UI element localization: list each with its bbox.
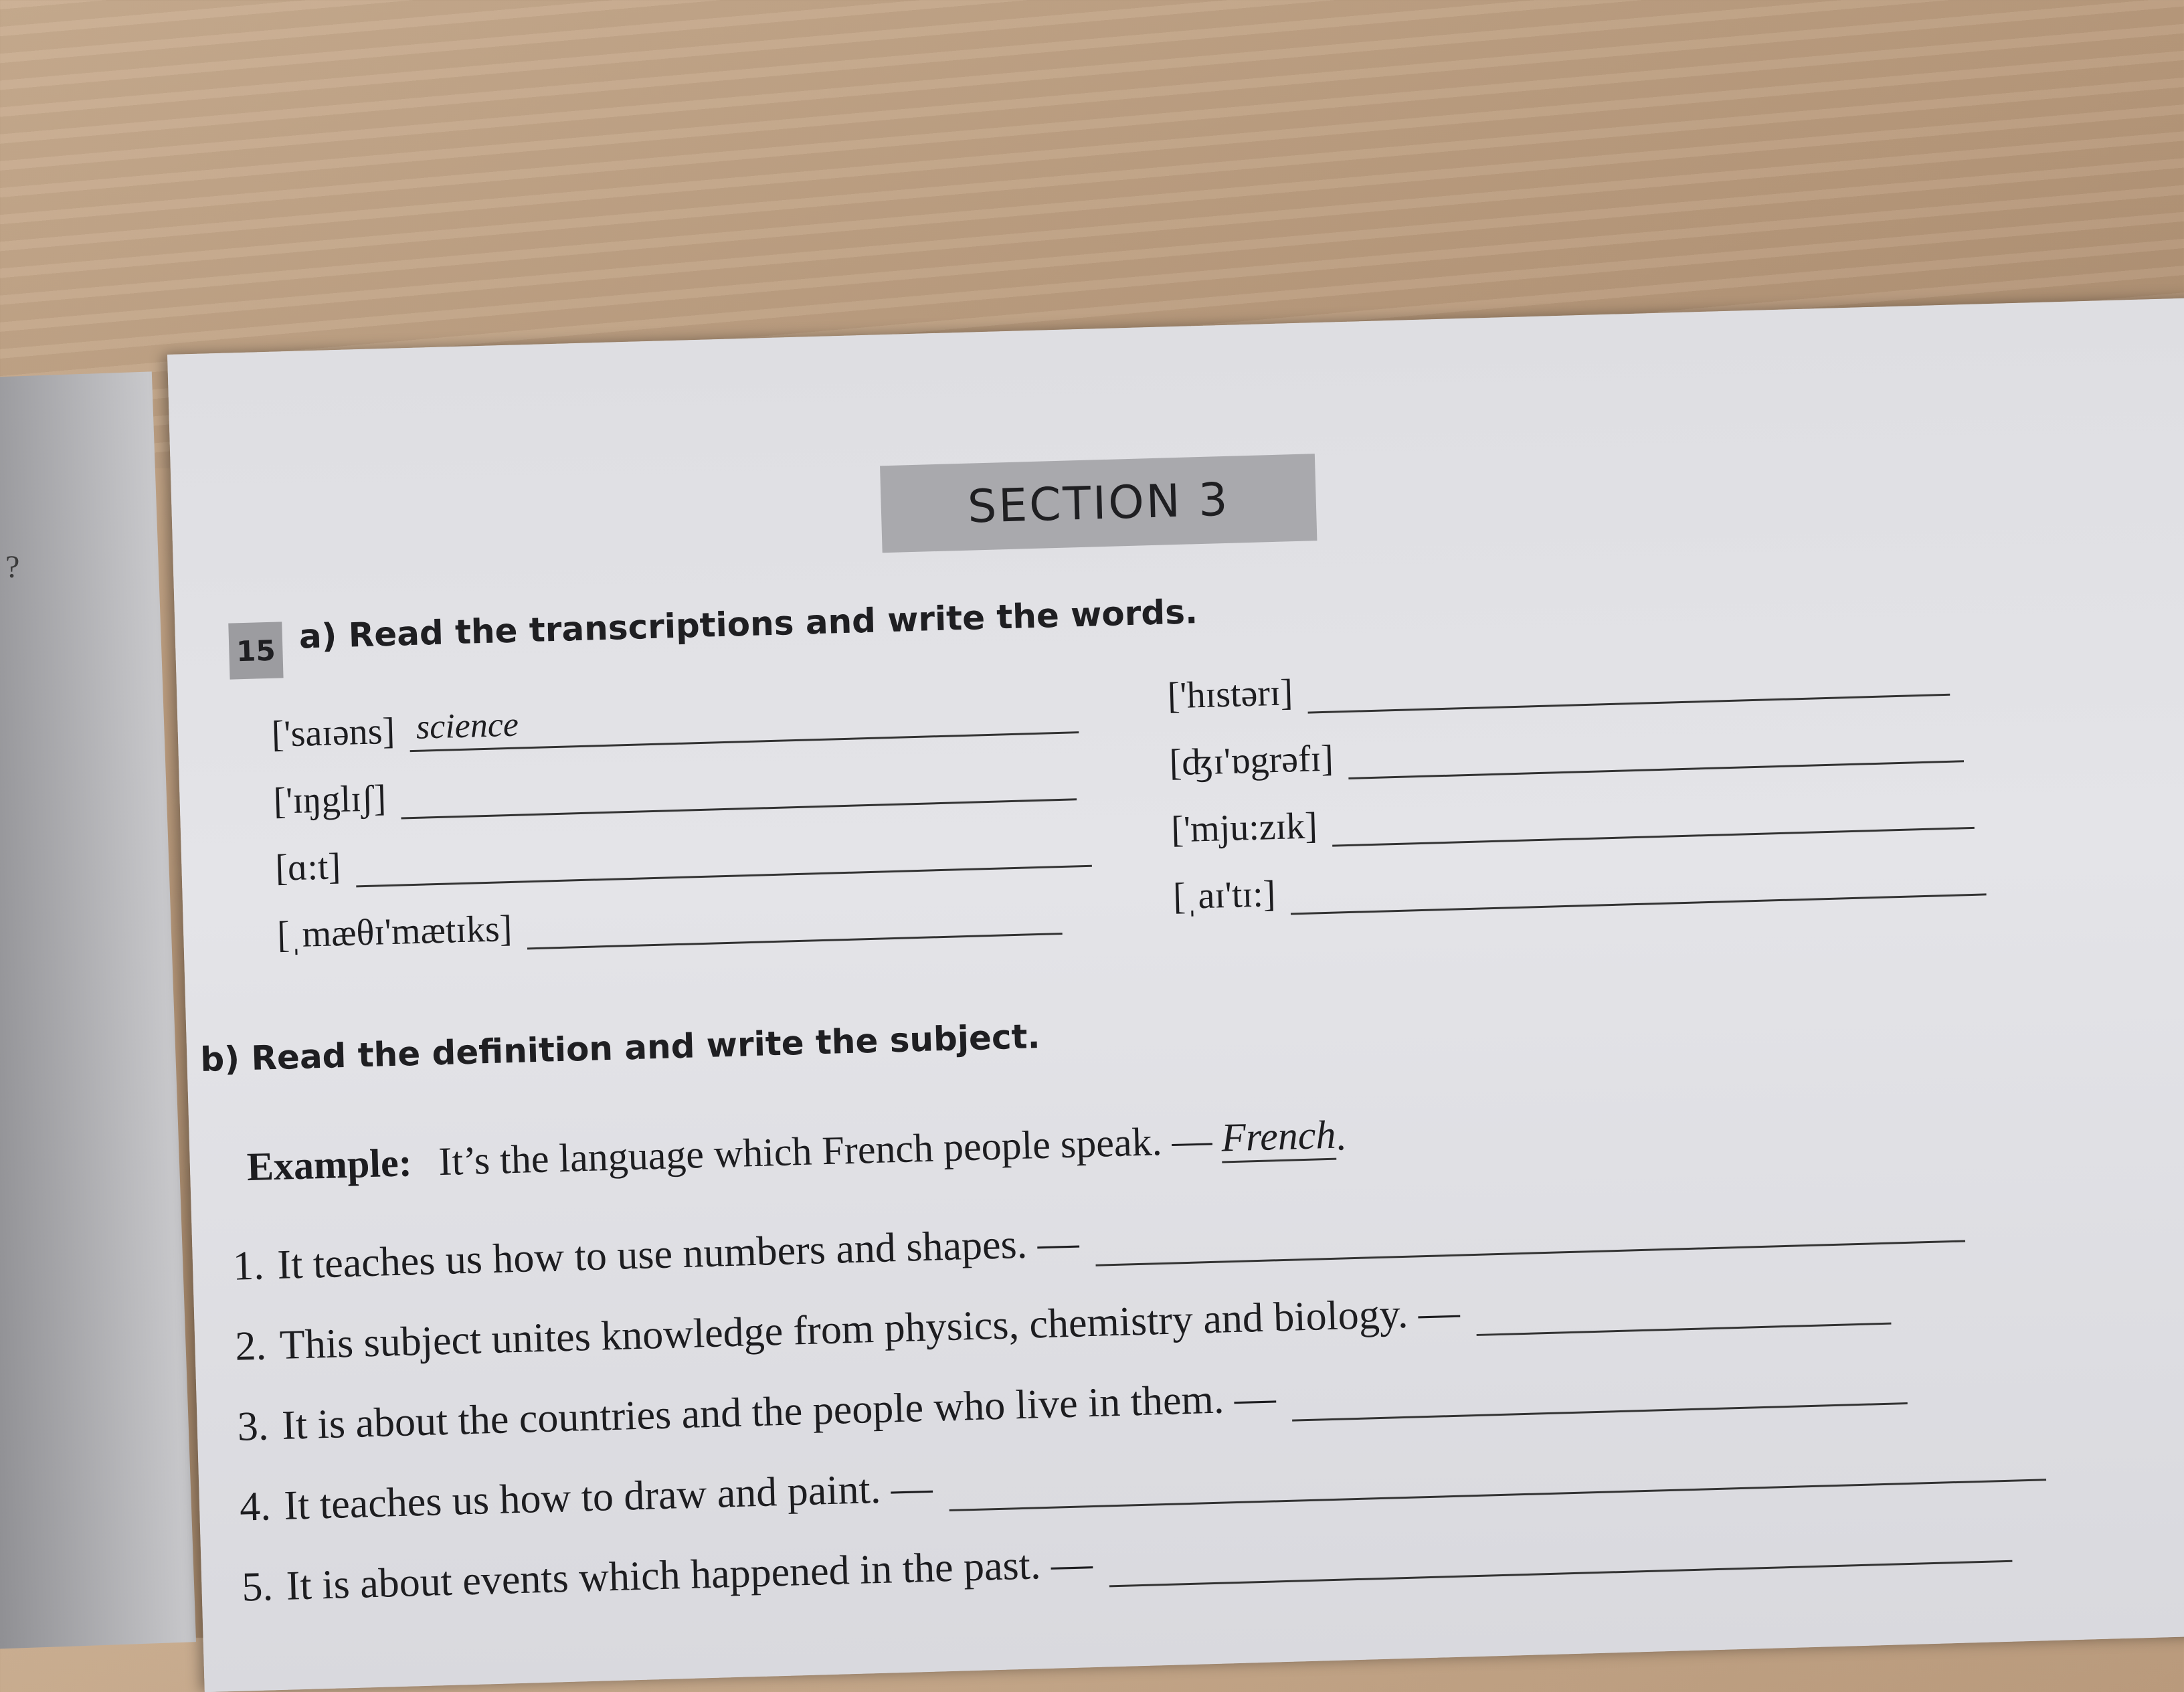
part-b-title: b) Read the definition and write the subject. — [199, 1016, 1041, 1080]
definition-row — [239, 1433, 2046, 1531]
transcription: [ɑ:t] — [274, 846, 342, 889]
exercise-number: 15 — [228, 622, 283, 679]
answer-line[interactable] — [948, 1438, 2046, 1511]
definition-text: It is about the countries and the people who live in them. — — [281, 1375, 1277, 1448]
transcription: [ˌmæθɪ'mætɪks] — [276, 907, 513, 956]
definition-text: It teaches us how to draw and paint. — — [283, 1465, 933, 1529]
example-label: Example: — [246, 1140, 413, 1190]
transcription-row — [1167, 653, 1950, 718]
example-answer: French — [1220, 1112, 1336, 1163]
example-end: . — [1335, 1114, 1347, 1159]
example-text: It’s the language which French people speak. — — [438, 1117, 1213, 1184]
answer-line[interactable] — [400, 761, 1077, 819]
transcription-row — [273, 757, 1077, 822]
transcription-row — [275, 824, 1092, 890]
page-content — [167, 298, 2184, 1692]
answer-line[interactable] — [1348, 723, 1964, 779]
definition-number: 4. — [239, 1483, 272, 1530]
definition-row — [242, 1515, 2013, 1612]
answer-line[interactable] — [1291, 1362, 1908, 1422]
left-page-mark: ? — [5, 549, 20, 585]
left-page — [0, 371, 196, 1649]
answer-line[interactable] — [1095, 1200, 1965, 1266]
transcription: ['mju:zɪk] — [1170, 805, 1318, 851]
transcription-row — [271, 690, 1079, 756]
answer-line[interactable] — [527, 895, 1063, 949]
transcription: [ˌaɪ'tɪ:] — [1172, 873, 1277, 918]
definition-row — [232, 1195, 1965, 1291]
answer-line[interactable] — [1307, 656, 1950, 714]
part-a-title: a) Read the transcriptions and write the words. — [298, 592, 1198, 656]
transcription: [ʤɪ'ɒgrəfɪ] — [1168, 737, 1334, 784]
transcription-row — [1171, 786, 1975, 851]
section-header — [880, 454, 1317, 553]
answer-line[interactable] — [1332, 789, 1975, 847]
definition-row — [237, 1357, 1908, 1451]
example-row — [246, 1111, 1346, 1190]
definition-text: It teaches us how to use numbers and shapes. — — [276, 1220, 1080, 1288]
workbook-page — [167, 298, 2184, 1692]
transcription: ['saɪəns] — [271, 710, 395, 755]
definition-text: It is about events which happened in the past. — — [286, 1541, 1093, 1609]
section-title: SECTION 3 — [966, 473, 1231, 534]
transcription: ['hɪstərɪ] — [1166, 672, 1293, 717]
transcription-row — [1169, 719, 1965, 784]
transcription-row — [1172, 852, 1986, 918]
answer-line[interactable] — [1290, 856, 1987, 915]
definition-number: 1. — [232, 1242, 265, 1289]
transcription-row — [276, 892, 1062, 957]
definition-number: 3. — [236, 1403, 270, 1450]
answer-line[interactable] — [1108, 1520, 2012, 1588]
transcription: ['ɪŋglɪʃ] — [272, 777, 387, 822]
answer-text: science — [416, 705, 519, 747]
answer-line[interactable] — [355, 828, 1091, 888]
definition-text: This subject unites knowledge from physics, chemistry and biology. — — [278, 1289, 1461, 1368]
definition-number: 5. — [241, 1564, 274, 1610]
answer-line[interactable] — [409, 694, 1079, 752]
definition-row — [234, 1277, 1891, 1371]
definition-number: 2. — [234, 1323, 267, 1370]
answer-line[interactable] — [1475, 1283, 1892, 1336]
